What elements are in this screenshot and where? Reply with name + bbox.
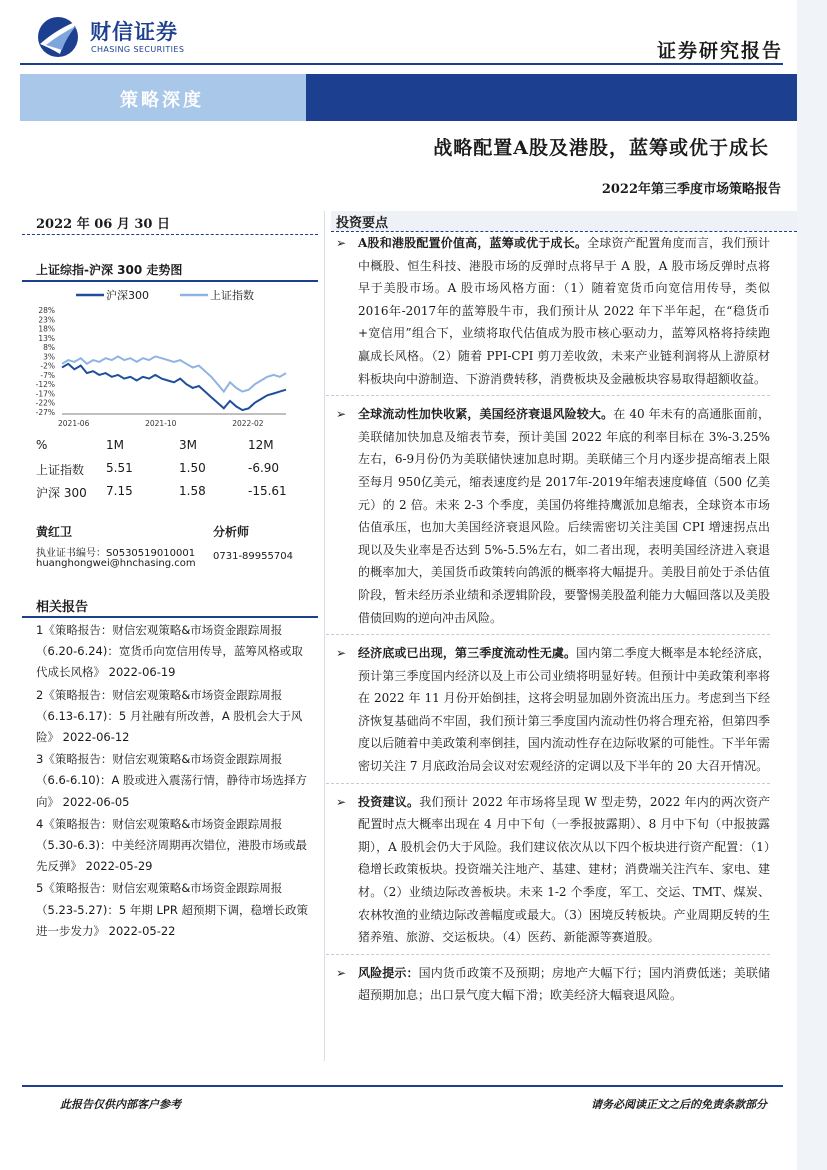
- analyst-phone: 0731-89955704: [213, 551, 293, 562]
- footer-notice: 此报告仅供内部客户参考: [60, 1098, 181, 1111]
- x-axis-ticks: [58, 419, 264, 428]
- report-date: 2022 年 06 月 30 日: [36, 217, 170, 232]
- footer-divider: [22, 1085, 783, 1087]
- perf-header-row: [36, 436, 296, 459]
- y-axis-ticks: [36, 306, 55, 417]
- perf-cell: -6.90: [248, 461, 280, 475]
- related-report-item[interactable]: 3《策略报告：财信宏观策略&市场资金跟踪周报（6.6-6.10)：A 股或进入震荡行情，静待市场选择方向》 2022-06-05: [36, 752, 308, 809]
- y-tick-label: 28%: [38, 306, 55, 315]
- report-type: 证券研究报告: [656, 40, 783, 62]
- column-divider: [324, 211, 325, 1061]
- bullet-arrow-icon: ➢: [336, 236, 347, 250]
- logo-text-cn: 财信证券: [90, 20, 178, 44]
- key-point-item: [336, 232, 770, 390]
- bullet-arrow-icon: ➢: [336, 965, 347, 980]
- key-points-list: [336, 232, 770, 1007]
- key-point-lead: A股和港股配置价值高，蓝筹或优于成长。: [358, 236, 588, 250]
- series-line-sh: [62, 356, 286, 391]
- related-report-item[interactable]: 2《策略报告：财信宏观策略&市场资金跟踪周报（6.13-6.17)：5 月社融有所改善，A 股机会大于风险》 2022-06-12: [36, 687, 303, 745]
- perf-cell: -15.61: [248, 484, 287, 498]
- perf-cell: 7.15: [106, 484, 133, 498]
- y-tick-label: 8%: [43, 343, 55, 353]
- key-point-lead: 经济底或已出现，第三季度流动性无虞。: [358, 646, 577, 661]
- category-banner: [20, 74, 306, 121]
- bullet-arrow-icon: ➢: [336, 794, 347, 809]
- y-tick-label: 18%: [38, 324, 55, 334]
- related-reports-list: [36, 620, 308, 943]
- x-tick-label: 2022-02: [232, 419, 264, 428]
- y-tick-label: -2%: [40, 361, 55, 371]
- legend-label-sh: 上证指数: [210, 289, 254, 302]
- key-points-header-bg: [331, 211, 797, 231]
- chart-series: [62, 356, 286, 410]
- perf-header-cell: 3M: [179, 438, 197, 452]
- perf-header-cell: 1M: [106, 438, 124, 452]
- perf-row: [36, 482, 296, 505]
- chart-title: 上证综指-沪深 300 走势图: [36, 263, 183, 277]
- related-reports-title: 相关报告: [36, 600, 89, 615]
- key-point-divider: [326, 395, 770, 396]
- footer-disclaimer: 请务必阅读正文之后的免责条款部分: [591, 1098, 767, 1111]
- related-report-item[interactable]: 4《策略报告：财信宏观策略&市场资金跟踪周报（5.30-6.3)：中美经济周期再次错位，港股市场或最先反弹》 2022-05-29: [36, 816, 308, 874]
- report-title: 战略配置A股及港股，蓝筹或优于成长: [433, 137, 769, 159]
- bullet-arrow-icon: ➢: [336, 407, 347, 422]
- report-subtitle: 2022年第三季度市场策略报告: [601, 182, 781, 197]
- date-divider: [22, 234, 318, 235]
- y-tick-label: -7%: [40, 370, 55, 380]
- y-tick-label: 23%: [38, 315, 55, 325]
- perf-cell: 5.51: [106, 461, 133, 475]
- key-point-item: [336, 403, 770, 629]
- banner-bar: [306, 74, 797, 121]
- chart-legend: [76, 288, 254, 302]
- key-point-lead: 风险提示：: [358, 965, 419, 980]
- analyst-email[interactable]: huanghongwei@hnchasing.com: [36, 558, 196, 569]
- bullet-arrow-icon: ➢: [336, 646, 347, 661]
- key-point-divider: [326, 634, 770, 635]
- key-point-item: [336, 962, 770, 1007]
- header-divider: [20, 63, 783, 65]
- related-reports-divider: [22, 616, 318, 618]
- key-point-body: 国内货币政策不及预期；房地产大幅下行；国内消费低迷；美联储超预期加息；出口景气度大幅下滑；欧美经济大幅衰退风险。: [358, 965, 770, 1003]
- y-tick-label: 3%: [43, 352, 55, 362]
- perf-row: [36, 459, 296, 482]
- y-tick-label: 13%: [38, 333, 55, 343]
- perf-cell: 上证指数: [36, 463, 85, 477]
- legend-label-hs300: 沪深300: [106, 289, 149, 302]
- analyst-certificate: 执业证书编号：S0530519010001: [36, 548, 196, 559]
- company-logo: [36, 14, 206, 58]
- key-point-item: [336, 642, 770, 778]
- perf-cell: 1.50: [179, 461, 206, 475]
- perf-cell: 1.58: [179, 484, 206, 498]
- related-report-item[interactable]: 5《策略报告：财信宏观策略&市场资金跟踪周报（5.23-5.27)：5 年期 LPR 超预期下调，稳增长政策进一步发力》 2022-05-22: [36, 881, 308, 938]
- key-points-heading: 投资要点: [336, 216, 389, 231]
- chart-title-divider: [22, 280, 318, 282]
- x-tick-label: 2021-10: [145, 419, 177, 428]
- logo-text-en: CHASING SECURITIES: [91, 45, 185, 54]
- perf-cell: 沪深 300: [36, 486, 87, 500]
- analyst-name: 黄红卫: [36, 525, 73, 539]
- perf-header-cell: %: [36, 438, 48, 452]
- key-point-lead: 全球流动性加快收紧，美国经济衰退风险较大。: [358, 407, 614, 422]
- index-trend-chart: [24, 284, 320, 432]
- key-point-divider: [326, 954, 770, 955]
- key-point-item: [336, 791, 770, 949]
- y-tick-label: -27%: [35, 408, 55, 417]
- performance-table: [36, 436, 296, 505]
- key-point-body: 全球资产配置角度而言，我们预计中概股、恒生科技、港股市场的反弹时点将早于 A 股，A 股市场反弹时点将早于美股市场。A 股市场风格方面：（1）随着宽货币向宽信用传导，类似 2016年-2017年的蓝筹股牛市，我们预计从 2022 年下半年起，在“稳货币+宽信用”组合下，业绩将取代估值成为股市核心驱动力，蓝筹风格将持续跑赢成长风格。（2）随着 PPI-CPI 剪刀差收敛，未来产业链利润将从上游原材料板块向中游制造、下游消费转移，消费板块及金融板块容易取得超额收益。: [358, 236, 770, 386]
- key-point-body: 国内第二季度大概率是本轮经济底，预计第三季度国内经济以及上市公司业绩将明显好转。但预计中美政策利率将在 2022 年 11 月份开始倒挂，这将会明显加剧外资流出压力。考虑到当下经济恢复基础尚不牢固，我们预计第三季度国内流动性仍将合理充裕，但第四季度以后随着中美政策利率倒挂，国内流动性存在边际收紧的可能性。下半年需密切关注 7 月底政治局会议对宏观经济的定调以及下半年的 20 大召开情况。: [358, 646, 770, 774]
- key-point-lead: 投资建议。: [358, 794, 420, 809]
- analyst-role: 分析师: [213, 525, 250, 539]
- y-tick-label: -22%: [35, 398, 55, 408]
- category-label: 策略深度: [120, 90, 204, 111]
- logo-mark-icon: [36, 14, 84, 58]
- key-point-divider: [326, 783, 770, 784]
- y-tick-label: -12%: [35, 380, 55, 390]
- related-report-item[interactable]: 1《策略报告：财信宏观策略&市场资金跟踪周报（6.20-6.24)：宽货币向宽信用传导，蓝筹风格或取代成长风格》 2022-06-19: [36, 623, 303, 680]
- perf-header-cell: 12M: [248, 438, 274, 452]
- right-margin-band: [797, 0, 827, 1170]
- x-tick-label: 2021-06: [58, 419, 90, 428]
- key-point-body: 我们预计 2022 年市场将呈现 W 型走势，2022 年内的两次资产配置时点大概率出现在 4 月中下旬（一季报披露期）、8 月中下旬（中报披露期），A 股机会仍大于风险。我们建议依次从以下四个板块进行资产配置：（1）稳增长政策板块。投资端关注地产、基建、建材；消费端关注汽车、家电、建材。（2）业绩边际改善板块。未来 1-2 个季度，军工、交运、TMT、煤炭、农林牧渔的业绩边际改善幅度或最大。（3）困境反转板块。产业周期反转的生猪养殖、旅游、交运板块。（4）医药、新能源等赛道股。: [358, 794, 770, 945]
- y-tick-label: -17%: [35, 389, 55, 399]
- key-point-body: 在 40 年未有的高通胀面前，美联储加快加息及缩表节奏，预计美国 2022 年底的利率目标在 3%-3.25%左右，6-9月份仍为美联储快速加息时期。美联储三个月内逐步提高缩表上限至每月 950亿美元，缩表速度约是 2017年-2019年缩表速度峰值（500 亿美元）的 2 倍。未来 2-3 个季度，美国仍将维持鹰派加息缩表，全球资本市场估值承压，也加大美国经济衰退风险。后续需密切关注美国 CPI 增速拐点出现以及失业率是否达到 5%-5.5%左右，如二者出现，表明美国经济进入衰退的概率加大，美国货币政策转向鸽派的概率将大幅提升。美股目前处于杀估值阶段，暂未经历杀业绩和杀逻辑阶段，要警惕美股盈利能力大幅回落以及美股借债回购的逆向冲击风险。: [358, 407, 770, 625]
